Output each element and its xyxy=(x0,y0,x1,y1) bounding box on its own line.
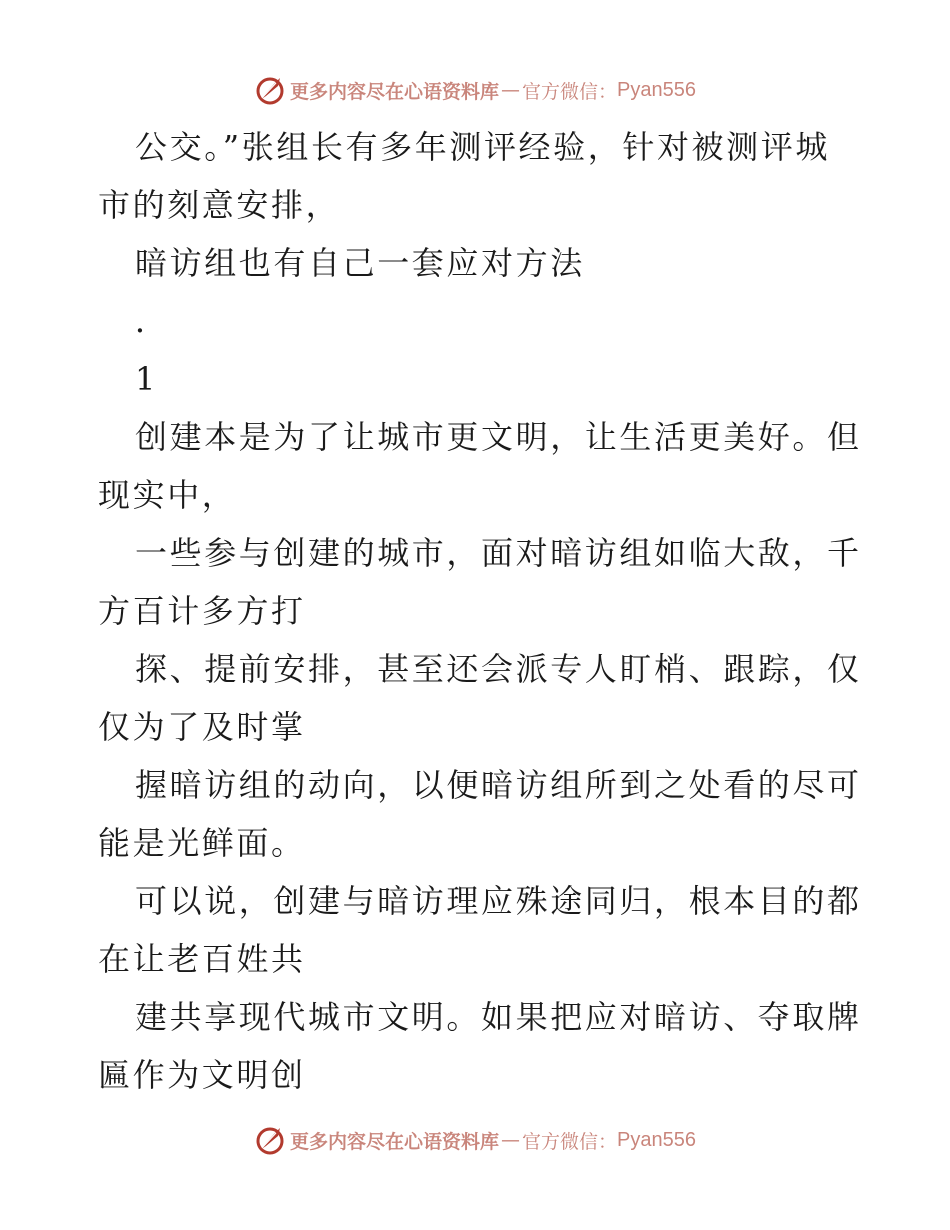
text-line: 创建本是为了让城市更文明，让生活更美好。但 xyxy=(135,418,862,456)
banner-wechat-label: 官方微信： xyxy=(522,1130,618,1153)
text-line: 匾作为文明创 xyxy=(98,1056,306,1094)
text-line: 1 xyxy=(135,360,158,398)
quill-pen-logo-icon xyxy=(254,74,286,106)
text-line: 现实中， xyxy=(98,476,237,514)
text-line: 市的刻意安排， xyxy=(98,186,341,224)
banner-separator: — xyxy=(501,1129,521,1151)
quill-pen-logo-icon xyxy=(254,1124,286,1156)
text-line: ． xyxy=(135,302,170,340)
banner-wechat-id: Pyan556 xyxy=(617,1128,696,1151)
banner-text: 更多内容尽在心语资料库 xyxy=(290,80,500,103)
text-line: 可以说，创建与暗访理应殊途同归，根本目的都 xyxy=(135,882,862,920)
text-line: 暗访组也有自己一套应对方法 xyxy=(135,244,585,282)
text-line: 建共享现代城市文明。如果把应对暗访、夺取牌 xyxy=(135,998,862,1036)
text-line: 仅为了及时掌 xyxy=(98,708,306,746)
text-line: 一些参与创建的城市，面对暗访组如临大敌，千 xyxy=(135,534,862,572)
header-banner xyxy=(0,70,950,110)
banner-text: 更多内容尽在心语资料库 xyxy=(290,1130,500,1153)
text-line: 公交。”张组长有多年测评经验，针对被测评城 xyxy=(135,128,830,166)
text-line: 能是光鲜面。 xyxy=(98,824,306,862)
text-line: 在让老百姓共 xyxy=(98,940,306,978)
footer-banner xyxy=(0,1120,950,1160)
banner-wechat-label: 官方微信： xyxy=(522,80,618,103)
text-line: 探、提前安排，甚至还会派专人盯梢、跟踪，仅 xyxy=(135,650,862,688)
banner-wechat-id: Pyan556 xyxy=(617,78,696,101)
banner-separator: — xyxy=(501,79,521,101)
text-line: 方百计多方打 xyxy=(98,592,306,630)
document-body xyxy=(98,118,862,1104)
text-line: 握暗访组的动向，以便暗访组所到之处看的尽可 xyxy=(135,766,862,804)
